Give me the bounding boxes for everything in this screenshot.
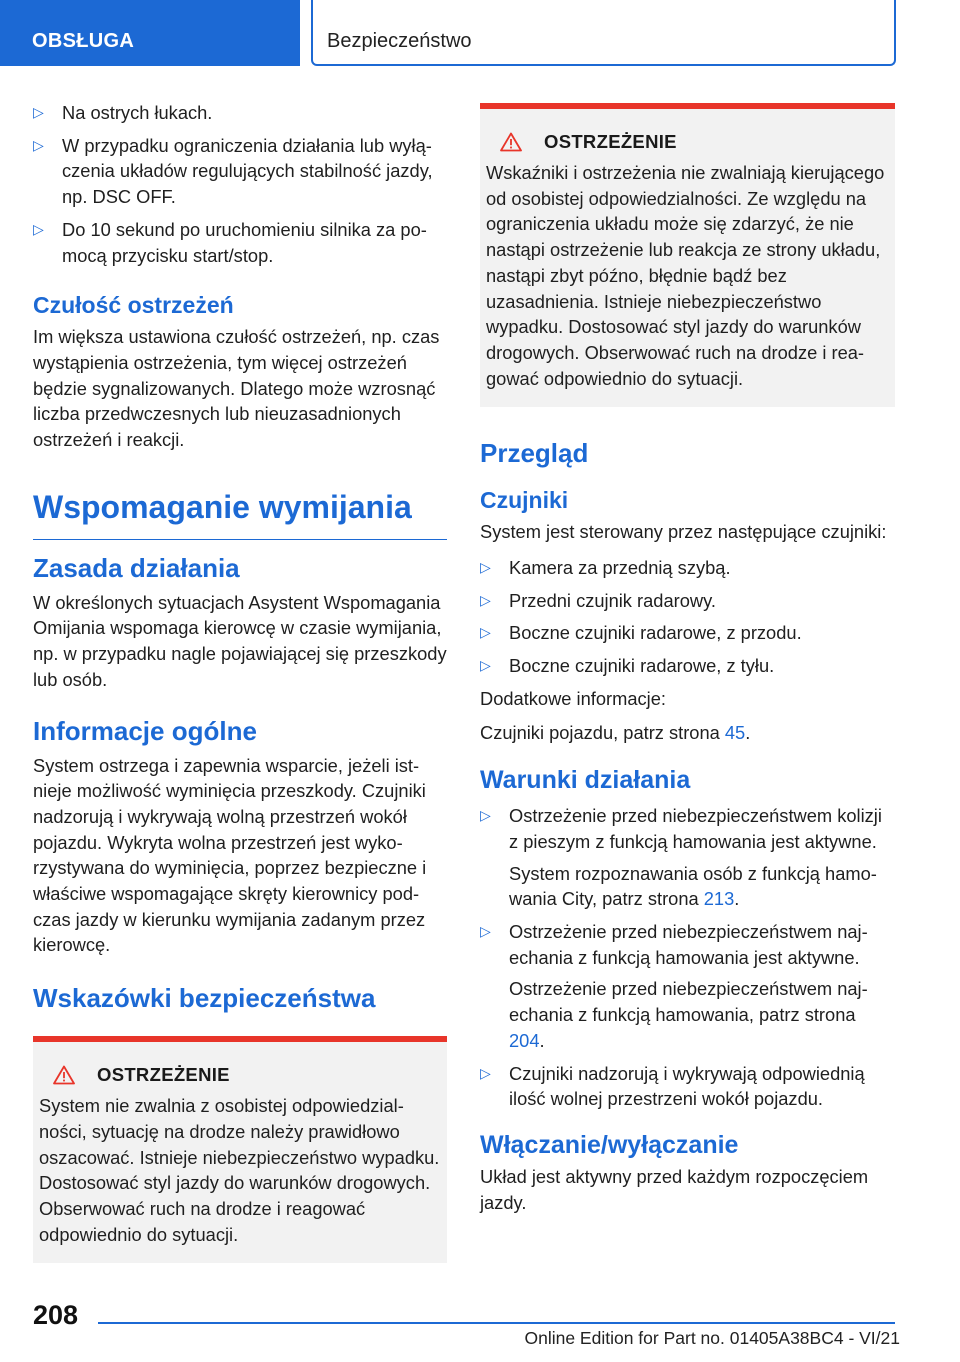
warning-text: Wskaźniki i ostrzeżenia nie zwalniają kierującego od osobistej odpowiedzialności. Ze względu na ograniczenia układu może się zdarzyć, że nie nastąpi ostrzeżenie lub reakcja ze strony układu, nastąpi zbyt późno, błędnie bądź bez uzasadnienia. Istnieje niebezpieczeństwo wypadku. Dostosować styl jazdy do warunków drogowych. Obserwować ruch na drodze i reagować odpowiednio do sytuacji.	[486, 162, 885, 389]
triangle-bullet-icon: ▷	[33, 104, 44, 120]
onoff-text: Układ jest aktywny przed każdym rozpoczęciem jazdy.	[480, 1165, 869, 1213]
left-column	[33, 100, 447, 1263]
page-link[interactable]: 213	[703, 888, 735, 910]
list-item-subtext: System rozpoznawania osób z funkcją hamowania City, patrz strona 213.	[509, 862, 877, 910]
list-item: ▷ Boczne czujniki radarowe, z tyłu.	[480, 653, 895, 679]
triangle-bullet-icon: ▷	[480, 807, 491, 824]
right-column	[480, 103, 895, 1219]
list-item: ▷ Czujniki nadzorują i wykrywają odpowiednią ilość wolnej przestrzeni wokół pojazdu.	[480, 1062, 865, 1110]
principle-text: W określonych sytuacjach Asystent Wspomagania Omijania wspomaga kierowcę w czasie wymijania, np. w przypadku nagle pojawiającej się przeszkody lub osób.	[33, 591, 447, 690]
triangle-bullet-icon: ▷	[480, 657, 491, 674]
conditions-heading: Warunki działania	[480, 766, 691, 795]
extra-info-label: Dodatkowe informacje:	[480, 687, 666, 709]
list-item: ▷ Boczne czujniki radarowe, z przodu.	[480, 620, 895, 646]
overview-heading: Przegląd	[480, 438, 589, 469]
intro-bullet-list	[33, 100, 447, 268]
warning-title: OSTRZEŻENIE	[39, 1064, 441, 1086]
list-item: ▷ Ostrzeżenie przed niebezpieczeństwem kolizji z pieszym z funkcją hamowania jest aktywne. System rozpoznawania osób z funkcją hamowania City, patrz strona 213.	[480, 803, 895, 912]
page-link[interactable]: 45	[724, 721, 746, 743]
warning-box	[480, 103, 895, 407]
onoff-heading: Włączanie/wyłączanie	[480, 1130, 739, 1159]
triangle-bullet-icon: ▷	[33, 220, 44, 237]
main-heading: Wspomaganie wymijania	[33, 487, 447, 540]
page-number: 208	[33, 1300, 79, 1330]
triangle-bullet-icon: ▷	[480, 923, 491, 940]
list-item: ▷ Ostrzeżenie przed niebezpieczeństwem najechania z funkcją hamowania jest aktywne. Ostrzeżenie przed niebezpieczeństwem najechania z funkcją hamowania, patrz strona 204.	[480, 919, 895, 1054]
list-item: ▷ Kamera za przednią szybą.	[480, 555, 895, 581]
list-item: ▷ Na ostrych łukach.	[33, 100, 447, 126]
list-item: ▷ Przedni czujnik radarowy.	[480, 588, 895, 614]
sensors-reference: Czujniki pojazdu, patrz strona 45.	[480, 721, 751, 743]
section-tab[interactable]: OBSŁUGA	[0, 0, 300, 66]
edition-info: Online Edition for Part no. 01405A38BC4 - VI/21	[524, 1328, 900, 1348]
safety-heading: Wskazówki bezpieczeństwa	[33, 983, 376, 1014]
warning-triangle-icon	[500, 132, 522, 152]
triangle-bullet-icon: ▷	[480, 591, 491, 608]
warning-box	[33, 1036, 447, 1263]
general-info-heading: Informacje ogólne	[33, 715, 257, 746]
sensors-text: System jest sterowany przez następujące czujniki:	[480, 521, 887, 543]
sensors-bullet-list	[480, 555, 895, 679]
warning-triangle-icon	[53, 1065, 75, 1085]
principle-heading: Zasada działania	[33, 552, 240, 583]
triangle-bullet-icon: ▷	[480, 624, 491, 641]
triangle-bullet-icon: ▷	[480, 559, 491, 576]
warning-text: System nie zwalnia z osobistej odpowiedzialności, sytuację na drodze należy prawidłowo oszacować. Istnieje niebezpieczeństwo wypadku. Dostosować styl jazdy do warunków drogowych. Obserwować ruch na drodze i reagować odpowiednio do sytuacji.	[39, 1095, 440, 1245]
sensitivity-heading: Czułość ostrzeżeń	[33, 292, 234, 319]
general-info-text: System ostrzega i zapewnia wsparcie, jeżeli istnieje możliwość wyminięcia przeszkody. Czujniki nadzorują i wykrywają wolną przestrzeń wokół pojazdu. Wykryta wolna przestrzeń jest wykorzystywana do wyminięcia, poprzez bezpieczne i właściwe wspomagające skręty kierownicy podczas jazdy w kierunku wymijania zadanym przez kierowcę.	[33, 754, 427, 956]
sensitivity-text: Im większa ustawiona czułość ostrzeżeń, np. czas wystąpienia ostrzeżenia, tym więcej ostrzeżeń będzie sygnalizowanych. Dlatego może wzrosnąć liczba przedwczesnych lub nieuzasadnionych ostrzeżeń i reakcji.	[33, 326, 440, 451]
triangle-bullet-icon: ▷	[480, 1064, 491, 1081]
list-item: ▷ Do 10 sekund po uruchomieniu silnika za pomocą przycisku start/stop.	[33, 218, 427, 266]
chapter-tab[interactable]: Bezpieczeństwo	[311, 0, 896, 66]
conditions-bullet-list	[480, 803, 895, 1112]
page-link[interactable]: 204	[509, 1029, 540, 1051]
footer-divider	[98, 1322, 895, 1324]
list-item-subtext: Ostrzeżenie przed niebezpieczeństwem najechania z funkcją hamowania, patrz strona 204.	[509, 978, 868, 1051]
triangle-bullet-icon: ▷	[33, 136, 44, 153]
warning-title: OSTRZEŻENIE	[486, 131, 889, 153]
list-item: ▷ W przypadku ograniczenia działania lub wyłączenia układów regulujących stabilność jazdy, np. DSC OFF.	[33, 134, 433, 208]
sensors-heading: Czujniki	[480, 487, 569, 514]
page-header	[0, 0, 960, 66]
